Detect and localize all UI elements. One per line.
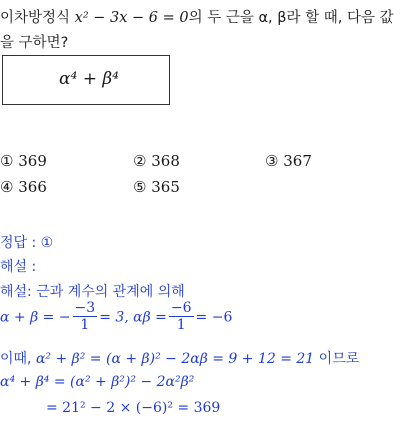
answer-value: ① [40,235,54,251]
vieta-line [0,301,232,333]
choice-5-value: 365 [151,178,180,196]
step-2-suffix: 이므로 [314,351,360,367]
product-numerator: −6 [170,300,192,316]
choice-3-value: 367 [283,152,312,170]
explanation-intro: 해설: 근과 계수의 관계에 의해 [0,284,185,300]
product-denominator: 1 [176,317,186,334]
choice-4-number: ④ [0,178,14,196]
explanation-heading: 해설 : [0,259,37,275]
box-expression: α⁴ + β⁴ [59,69,119,89]
question-suffix: 의 두 근을 α, β라 할 때, 다음 값 [188,10,394,26]
question-line-2: 을 구하면? [0,35,69,51]
choice-3-number: ③ [265,152,279,170]
step-4-line: = 21² − 2 × (−6)² = 369 [46,400,221,416]
sum-denominator: 1 [80,317,90,334]
choice-2-value: 368 [151,152,180,170]
question-equation: x² − 3x − 6 = 0 [74,10,189,26]
question-prefix: 이차방정식 [0,10,75,26]
choice-1-number: ① [0,152,14,170]
sum-right: = 3, αβ = [99,309,167,326]
sum-left: α + β = − [0,309,71,326]
choice-1[interactable] [0,152,47,170]
choice-2-number: ② [133,152,147,170]
sum-numerator: −3 [74,300,96,316]
question-line-1 [0,6,394,27]
choice-1-value: 369 [18,152,47,170]
choice-4[interactable] [0,178,47,196]
step-2-prefix: 이때, [0,351,36,367]
product-fraction [169,301,194,333]
choice-5-number: ⑤ [133,178,147,196]
expression-box [2,55,170,105]
product-right: = −6 [195,309,233,326]
sum-fraction [73,301,98,333]
choice-2[interactable] [133,152,180,170]
answer-line [0,232,53,252]
step-2-expression: α² + β² = (α + β)² − 2αβ = 9 + 12 = 21 [35,351,315,367]
answer-label: 정답 : [0,235,41,251]
step-3-line: α⁴ + β⁴ = (α² + β²)² − 2α²β² [0,374,195,390]
choice-5[interactable] [133,178,180,196]
choice-4-value: 366 [18,178,47,196]
step-2-line [0,348,359,368]
choice-3[interactable] [265,152,312,170]
